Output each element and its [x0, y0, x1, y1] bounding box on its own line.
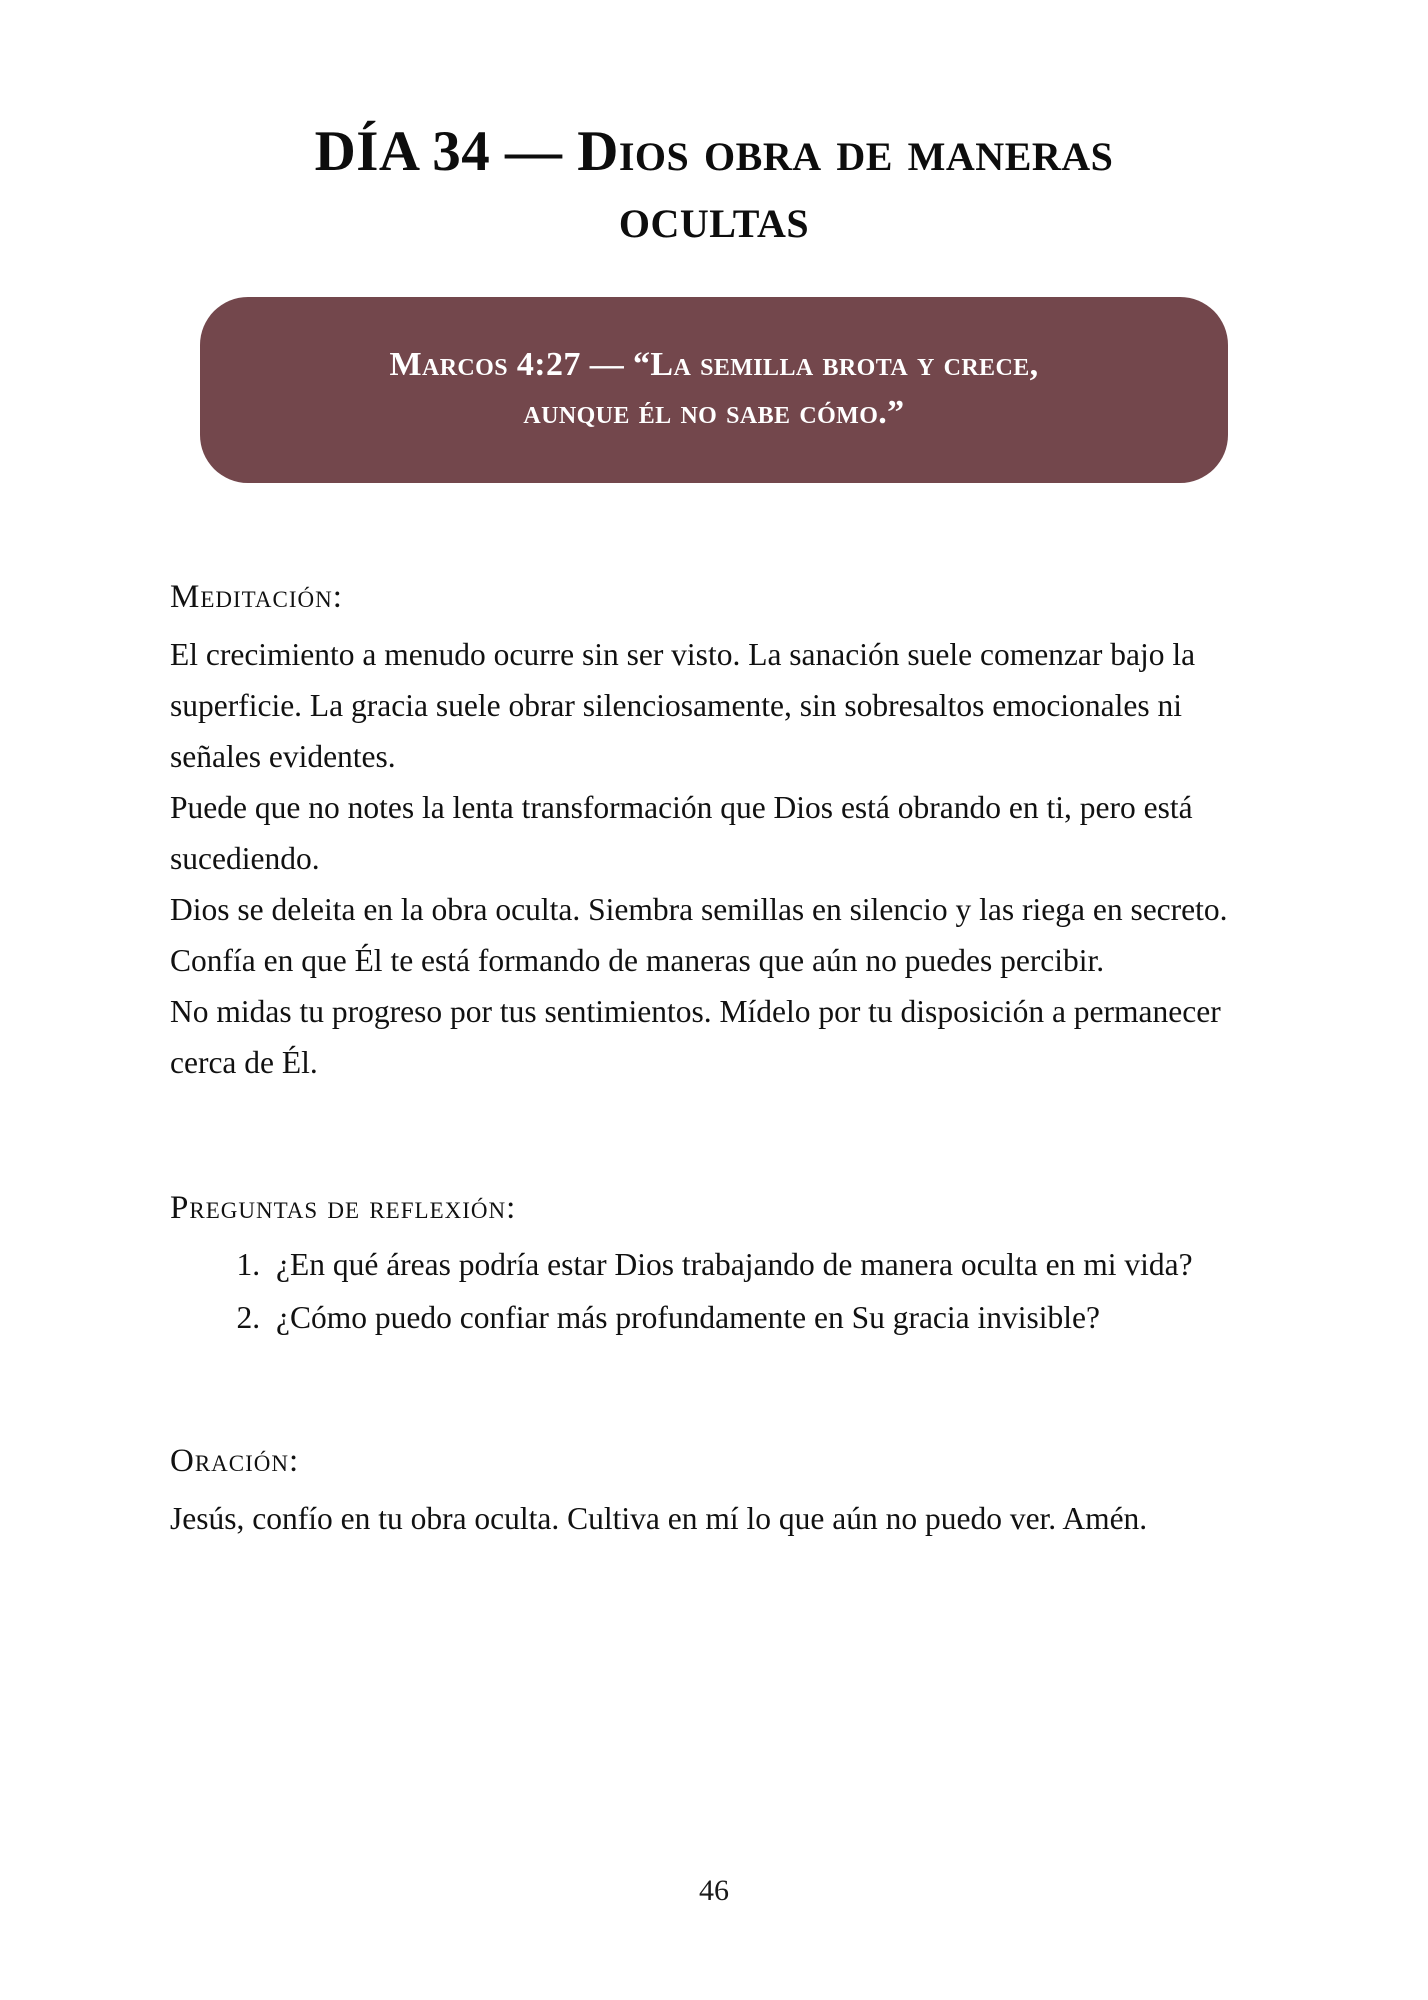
scripture-verse-text — [389, 341, 1038, 438]
meditation-paragraph-2: Puede que no notes la lenta transformación que Dios está obrando en ti, pero está sucediendo. — [170, 789, 1193, 876]
scripture-verse-box — [200, 297, 1228, 484]
meditation-paragraph-4: No midas tu progreso por tus sentimientos. Mídelo por tu disposición a permanecer cerca de Él. — [170, 993, 1221, 1080]
page-number: 46 — [699, 1874, 729, 1907]
page-content — [140, 573, 1288, 1544]
page-title-line-1: DÍA 34 — Dios obra de maneras — [314, 120, 1114, 183]
reflection-question-list — [170, 1239, 1258, 1343]
reflection-heading: Preguntas de reflexión: — [170, 1189, 517, 1226]
prayer-text: Jesús, confío en tu obra oculta. Cultiva en mí lo que aún no puedo ver. Amén. — [170, 1500, 1148, 1536]
section-spacer-2 — [170, 1345, 1258, 1437]
list-item: 2. ¿Cómo puedo confiar más profundamente en Su gracia invisible? — [268, 1292, 1258, 1343]
meditation-section — [170, 573, 1258, 1088]
prayer-heading: Oración: — [170, 1443, 300, 1480]
page-title — [140, 0, 1288, 253]
list-item: 1. ¿En qué áreas podría estar Dios trabajando de manera oculta en mi vida? — [268, 1239, 1258, 1290]
reflection-section — [170, 1184, 1258, 1344]
meditation-paragraph-3: Dios se deleita en la obra oculta. Siembra semillas en silencio y las riega en secreto. Confía en que Él te está formando de maneras que aún no puedes percibir. — [170, 891, 1228, 978]
meditation-heading: Meditación: — [170, 579, 343, 616]
prayer-section — [170, 1437, 1258, 1544]
verse-line-2: aunque él no sabe cómo.” — [523, 393, 905, 431]
page-title-line-2: ocultas — [618, 187, 810, 251]
meditation-paragraph-1: El crecimiento a menudo ocurre sin ser visto. La sanación suele comenzar bajo la superficie. La gracia suele obrar silenciosamente, sin sobresaltos emocionales ni señales evidentes. — [170, 636, 1196, 774]
section-spacer-1 — [170, 1088, 1258, 1184]
verse-line-1: Marcos 4:27 — “La semilla brota y crece, — [389, 345, 1039, 383]
